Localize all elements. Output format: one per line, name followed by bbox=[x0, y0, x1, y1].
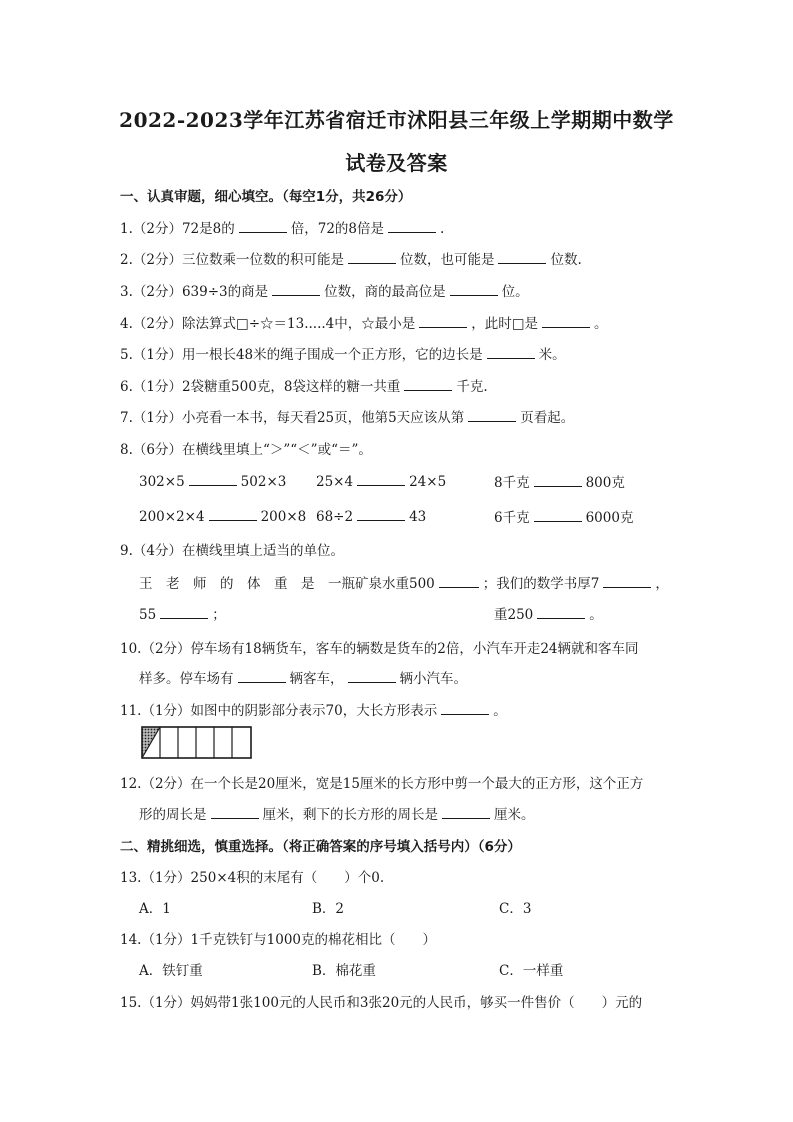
answer-blank[interactable] bbox=[534, 472, 582, 487]
question-15-stem: 15.（1分）妈妈带1张100元的人民币和3张20元的人民币，够买一件售价（ ）元的 bbox=[120, 995, 643, 1011]
option-b[interactable]: B．棉花重 bbox=[312, 963, 376, 979]
question-12-line-2: 形的周长是 厘米，剩下的长方形的周长是 厘米。 bbox=[139, 803, 535, 823]
question-4: 4.（2分）除法算式□÷☆＝13.....4中，☆最小是 ，此时□是 。 bbox=[120, 312, 608, 332]
answer-blank[interactable] bbox=[441, 700, 489, 715]
section-2-heading: 二、精挑细选，慎重选择。（将正确答案的序号填入括号内）（6分） bbox=[120, 839, 521, 855]
title-line-1: 2022-2023学年江苏省宿迁市沭阳县三年级上学期期中数学 bbox=[119, 108, 674, 132]
question-1: 1.（2分）72是8的 倍，72的8倍是 . bbox=[120, 217, 444, 237]
answer-blank[interactable] bbox=[498, 249, 546, 264]
question-5: 5.（1分）用一根长48米的绳子围成一个正方形，它的边长是 米。 bbox=[120, 343, 566, 363]
option-a[interactable]: A．铁钉重 bbox=[139, 963, 203, 979]
answer-blank[interactable] bbox=[450, 281, 498, 296]
answer-blank[interactable] bbox=[419, 313, 467, 328]
answer-blank[interactable] bbox=[357, 471, 405, 486]
answer-blank[interactable] bbox=[542, 313, 590, 328]
answer-blank[interactable] bbox=[348, 249, 396, 264]
answer-blank[interactable] bbox=[468, 407, 516, 422]
question-14-stem: 14.（1分）1千克铁钉与1000克的棉花相比（ ） bbox=[120, 932, 437, 948]
answer-blank[interactable] bbox=[239, 218, 287, 233]
answer-blank[interactable] bbox=[534, 507, 582, 522]
answer-blank[interactable] bbox=[348, 668, 396, 683]
answer-blank[interactable] bbox=[238, 668, 286, 683]
option-c[interactable]: C．一样重 bbox=[499, 963, 564, 979]
answer-blank[interactable] bbox=[160, 604, 208, 619]
q9-line-2-right: 重250 。 bbox=[494, 603, 603, 623]
q8-item: 8千克 800克 bbox=[494, 471, 625, 491]
answer-blank[interactable] bbox=[442, 804, 490, 819]
q9-line-2-left: 55 ； bbox=[139, 603, 226, 623]
question-7: 7.（1分）小亮看一本书，每天看25页，他第5天应该从第 页看起。 bbox=[120, 406, 574, 426]
answer-blank[interactable] bbox=[388, 218, 436, 233]
question-11: 11.（1分）如图中的阴影部分表示70，大长方形表示 。 bbox=[120, 699, 507, 719]
answer-blank[interactable] bbox=[209, 506, 257, 521]
answer-blank[interactable] bbox=[537, 604, 585, 619]
question-3: 3.（2分）639÷3的商是 位数，商的最高位是 位。 bbox=[120, 280, 529, 300]
answer-blank[interactable] bbox=[487, 344, 535, 359]
q8-item: 6千克 6000克 bbox=[494, 506, 633, 526]
q9-line-1: 王 老 师 的 体 重 是 一瓶矿泉水重500 ；我们的数学书厚7 ， bbox=[139, 572, 669, 592]
option-a[interactable]: A．1 bbox=[139, 901, 171, 917]
question-8-stem: 8.（6分）在横线里填上“＞”“＜”或“＝”。 bbox=[120, 442, 372, 458]
shaded-rectangle-diagram bbox=[141, 725, 253, 761]
question-2: 2.（2分）三位数乘一位数的积可能是 位数，也可能是 位数. bbox=[120, 248, 582, 268]
q8-item: 200×2×4 200×8 bbox=[139, 506, 306, 525]
section-1-heading: 一、认真审题，细心填空。（每空1分，共26分） bbox=[120, 189, 412, 205]
answer-blank[interactable] bbox=[439, 573, 479, 588]
question-12-line-1: 12.（2分）在一个长是20厘米，宽是15厘米的长方形中剪一个最大的正方形，这个正方 bbox=[120, 776, 644, 792]
q8-item: 302×5 502×3 bbox=[139, 471, 286, 490]
option-b[interactable]: B．2 bbox=[312, 901, 345, 917]
answer-blank[interactable] bbox=[404, 376, 452, 391]
question-10-line-2: 样多。停车场有 辆客车， 辆小汽车。 bbox=[139, 667, 467, 687]
answer-blank[interactable] bbox=[211, 804, 259, 819]
q8-item: 68÷2 43 bbox=[316, 506, 426, 525]
title-line-2: 试卷及答案 bbox=[345, 151, 448, 175]
answer-blank[interactable] bbox=[272, 281, 320, 296]
answer-blank[interactable] bbox=[189, 471, 237, 486]
option-c[interactable]: C．3 bbox=[499, 901, 532, 917]
q8-item: 25×4 24×5 bbox=[316, 471, 446, 490]
answer-blank[interactable] bbox=[603, 573, 651, 588]
question-6: 6.（1分）2袋糖重500克，8袋这样的糖一共重 千克. bbox=[120, 375, 488, 395]
question-10-line-1: 10.（2分）停车场有18辆货车，客车的辆数是货车的2倍，小汽车开走24辆就和客车同 bbox=[120, 641, 639, 657]
question-13-stem: 13.（1分）250×4积的末尾有（ ）个0. bbox=[120, 870, 385, 886]
answer-blank[interactable] bbox=[357, 506, 405, 521]
question-9-stem: 9.（4分）在横线里填上适当的单位。 bbox=[120, 543, 344, 559]
